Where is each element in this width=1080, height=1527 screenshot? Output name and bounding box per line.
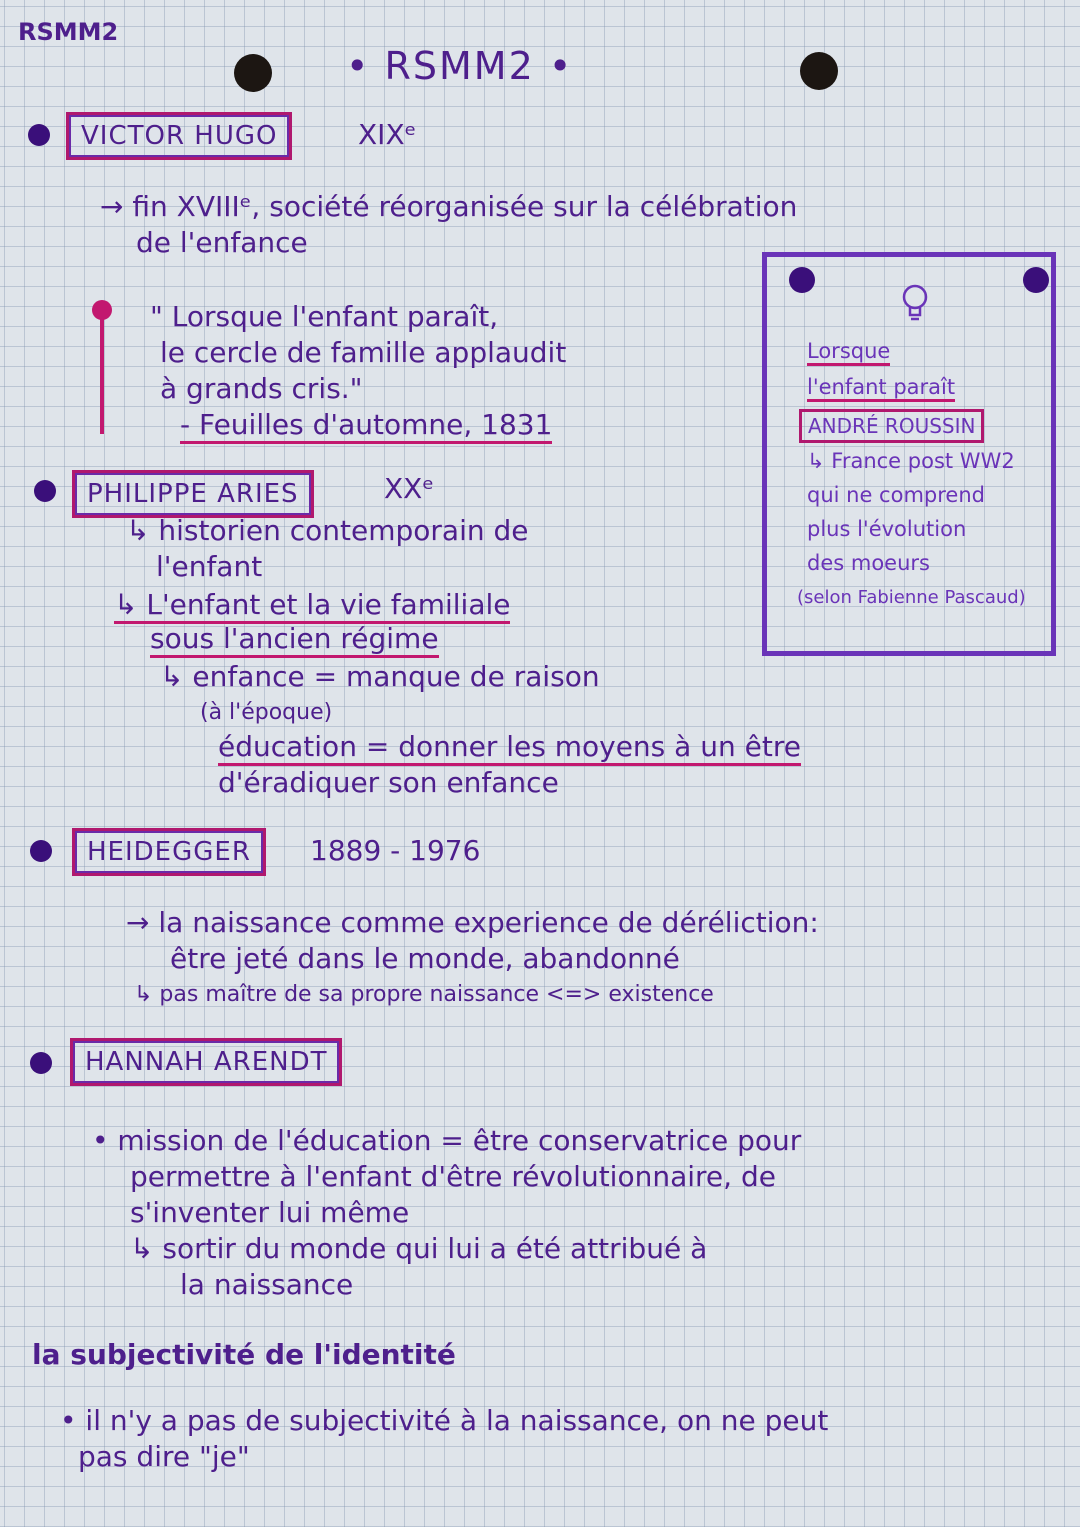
side-title: Lorsque: [807, 339, 890, 366]
name-box-philippe-aries: PHILIPPE ARIES: [72, 470, 314, 518]
side-line: (selon Fabienne Pascaud): [797, 587, 1026, 608]
pin-icon: [1023, 267, 1049, 293]
note-line: l'enfant: [156, 550, 263, 583]
note-line: → fin XVIIIᵉ, société réorganisée sur la célébration: [100, 190, 798, 223]
note-line: → la naissance comme experience de déréliction:: [126, 906, 819, 939]
note-line: de l'enfance: [136, 226, 308, 259]
page-title: • RSMM2 •: [346, 44, 574, 88]
note-line: être jeté dans le monde, abandonné: [170, 942, 680, 975]
note-line: (à l'époque): [200, 700, 333, 725]
note-line: ↳ pas maître de sa propre naissance <=> existence: [134, 982, 714, 1007]
name-box-hannah-arendt: HANNAH ARENDT: [70, 1038, 342, 1086]
name-box-heidegger: HEIDEGGER: [72, 828, 266, 876]
name-box-victor-hugo: VICTOR HUGO: [66, 112, 292, 160]
corner-label: RSMM2: [18, 18, 119, 46]
quote-bar: [100, 316, 104, 434]
side-line: qui ne comprend: [807, 483, 985, 507]
note-line: ↳ enfance = manque de raison: [160, 660, 600, 693]
note-line: permettre à l'enfant d'être révolutionnaire, de: [130, 1160, 776, 1193]
quote-source-text: - Feuilles d'automne, 1831: [180, 408, 552, 444]
section-bullet: [30, 1052, 52, 1074]
note-line: ↳ historien contemporain de: [126, 514, 529, 547]
side-line: plus l'évolution: [807, 517, 967, 541]
era-label: XXᵉ: [384, 472, 435, 505]
note-line: pas dire "je": [78, 1440, 250, 1473]
section-bullet: [30, 840, 52, 862]
side-author-box: ANDRÉ ROUSSIN: [799, 409, 984, 443]
section-bullet: [28, 124, 50, 146]
era-label: 1889 - 1976: [310, 834, 481, 867]
section-bullet: [34, 480, 56, 502]
book-title: sous l'ancien régime: [150, 622, 439, 658]
quote-source: [180, 408, 552, 441]
note-line: la naissance: [180, 1268, 354, 1301]
note-line: • il n'y a pas de subjectivité à la naissance, on ne peut: [60, 1404, 829, 1437]
binder-hole: [800, 52, 838, 90]
note-line: ↳ sortir du monde qui lui a été attribué à: [130, 1232, 708, 1265]
side-line: des moeurs: [807, 551, 930, 575]
era-label: XIXᵉ: [358, 118, 417, 151]
subheading: la subjectivité de l'identité: [32, 1338, 456, 1371]
note-line: • mission de l'éducation = être conservatrice pour: [92, 1124, 802, 1157]
side-note-box: [762, 252, 1056, 656]
lightbulb-icon: [901, 283, 929, 323]
binder-hole: [234, 54, 272, 92]
side-line: ↳ France post WW2: [807, 449, 1015, 473]
note-line: éducation = donner les moyens à un être: [218, 730, 801, 766]
pin-icon: [789, 267, 815, 293]
note-line: s'inventer lui même: [130, 1196, 410, 1229]
quote-line: le cercle de famille applaudit: [160, 336, 567, 369]
book-title: ↳ L'enfant et la vie familiale: [114, 588, 510, 624]
quote-line: " Lorsque l'enfant paraît,: [150, 300, 499, 333]
side-title: l'enfant paraît: [807, 375, 955, 402]
quote-line: à grands cris.": [160, 372, 363, 405]
note-line: d'éradiquer son enfance: [218, 766, 559, 799]
